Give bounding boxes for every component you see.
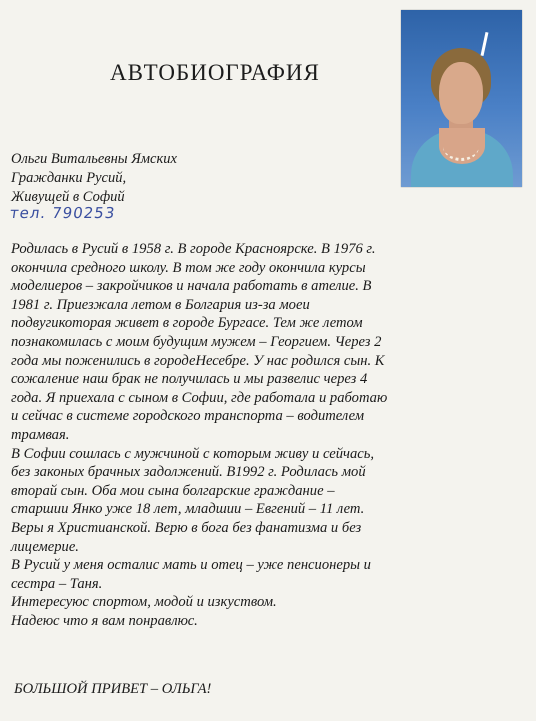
text-line: и сейчас в системе городского транспорта – водителем bbox=[11, 408, 365, 425]
text-line: трамвая. bbox=[11, 426, 70, 443]
text-line: старшии Янко уже 18 лет, младшии – Евгений – 11 лет. bbox=[11, 501, 365, 518]
document-title: АВТОБИОГРАФИЯ bbox=[110, 60, 320, 85]
address-line: Живущей в Софий bbox=[11, 189, 125, 205]
text-line: 1981 г. Приезжала летом в Болгария из-за моеи bbox=[11, 296, 310, 313]
text-line: сестра – Таня. bbox=[11, 575, 103, 592]
text-line: сожаление наш брак не получилась и мы развелис через 4 bbox=[11, 371, 368, 388]
text-line: Интересуюс спортом, модой и изкуством. bbox=[11, 594, 277, 611]
address-block bbox=[11, 150, 177, 207]
text-line: моделиеров – закройчиков и начала работать в ателие. В bbox=[11, 278, 372, 295]
text-line: Веры я Христианской. Верю в бога без фанатизма и без bbox=[11, 519, 362, 536]
text-line: года мы поженились в городеНесебре. У нас родился сын. К bbox=[11, 352, 385, 369]
address-line: Ольги Витальевны Ямских bbox=[11, 151, 177, 167]
text-line: познакомилась с моим будущим мужем – Георгием. Через 2 bbox=[11, 333, 382, 350]
text-line: окончила средного школу. В том же году окончила курсы bbox=[11, 259, 366, 276]
address-line: Гражданки Русий, bbox=[11, 170, 127, 186]
closing-greeting: БОЛЬШОЙ ПРИВЕТ – ОЛЬГА! bbox=[14, 681, 212, 697]
text-line: подвугикоторая живет в городе Бургасе. Тем же летом bbox=[11, 315, 363, 332]
text-line: Родилась в Русий в 1958 г. В городе Красноярске. В 1976 г. bbox=[11, 241, 376, 257]
handwritten-telephone: тел. 790253 bbox=[8, 204, 117, 222]
portrait-photo bbox=[401, 10, 522, 187]
biography-text bbox=[11, 240, 526, 630]
text-line: без законых брачных задолжений. В1992 г. Родилась мой bbox=[11, 464, 366, 481]
text-line: Надеюс что я вам понравлюс. bbox=[11, 612, 198, 629]
text-line: В Софии сошлась с мужчиной с которым живу и сейчась, bbox=[11, 445, 375, 462]
text-line: лицемерие. bbox=[11, 538, 79, 555]
text-line: В Русий у меня осталис мать и отец – уже пенсионеры и bbox=[11, 557, 371, 574]
text-line: года. Я приехала с сыном в Софии, где работала и работаю bbox=[11, 389, 388, 406]
pearl-necklace bbox=[443, 132, 479, 161]
text-line: вторай сын. Оба мои сына болгарские граждание – bbox=[11, 482, 335, 499]
